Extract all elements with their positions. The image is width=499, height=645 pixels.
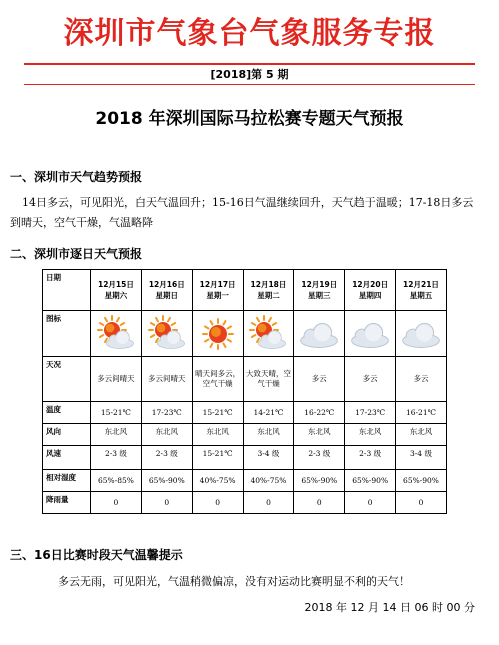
date-label: 12月18日 (250, 280, 287, 289)
table-row-wind-force (43, 446, 447, 470)
humidity-cell: 65%-90% (345, 470, 396, 492)
weather-cell: 多云间晴天 (141, 357, 192, 402)
table-row-icon (43, 311, 447, 357)
masthead-divider (24, 63, 475, 65)
issue-number: [2018]第 5 期 (210, 68, 289, 81)
temp-cell: 15-21℃ (192, 402, 243, 424)
masthead-title: 深圳市气象台气象服务专报 (63, 16, 436, 51)
weather-cell: 多云 (294, 357, 345, 402)
date-cell (345, 270, 396, 311)
row-label-temp: 温度 (43, 402, 91, 424)
sun-icon (196, 315, 240, 353)
wind-dir-cell: 东北风 (294, 424, 345, 446)
weather-icon-cell (396, 311, 447, 357)
rain-cell: 0 (345, 492, 396, 514)
weather-icon-cell (294, 311, 345, 357)
humidity-cell: 65%-90% (396, 470, 447, 492)
report-title: 2018 年深圳国际马拉松赛专题天气预报 (95, 109, 404, 129)
date-label: 12月15日 (97, 280, 134, 289)
weather-cell: 多云 (345, 357, 396, 402)
trend-text: 14日多云，可见阳光，白天气温回升；15-16日气温继续回升，天气趋于温暖；17-18日多云到晴天，空气干燥，气温略降 (10, 196, 474, 229)
humidity-cell: 65%-90% (141, 470, 192, 492)
row-label-weather: 天况 (43, 357, 91, 402)
weather-cell: 多云 (396, 357, 447, 402)
row-label-icon: 图标 (43, 311, 91, 357)
temp-cell: 16-22℃ (294, 402, 345, 424)
table-row-wind-dir (43, 424, 447, 446)
section-heading-tips: 三、16日比赛时段天气温馨提示 (10, 548, 183, 562)
weekday-label: 星期五 (409, 291, 433, 300)
row-label-date: 日期 (43, 270, 91, 311)
rain-cell: 0 (141, 492, 192, 514)
date-label: 12月19日 (301, 280, 338, 289)
weather-cell: 大致天晴，空气干燥 (243, 357, 294, 402)
temp-cell: 17-23℃ (345, 402, 396, 424)
weather-icon-cell (141, 311, 192, 357)
wind-force-cell: 15-21℃ (192, 446, 243, 470)
temp-cell: 14-21℃ (243, 402, 294, 424)
wind-dir-cell: 东北风 (396, 424, 447, 446)
date-label: 12月20日 (352, 280, 389, 289)
date-cell (141, 270, 192, 311)
date-label: 12月17日 (199, 280, 236, 289)
wind-dir-cell: 东北风 (91, 424, 142, 446)
date-cell (91, 270, 142, 311)
sun-cloud-icon (246, 315, 290, 353)
table-row-humidity (43, 470, 447, 492)
wind-dir-cell: 东北风 (141, 424, 192, 446)
wind-force-cell: 3-4 级 (243, 446, 294, 470)
humidity-cell: 40%-75% (243, 470, 294, 492)
date-cell (243, 270, 294, 311)
rain-cell: 0 (192, 492, 243, 514)
humidity-cell: 65%-90% (294, 470, 345, 492)
table-row-date (43, 270, 447, 311)
date-label: 12月21日 (403, 280, 439, 289)
weather-icon-cell (91, 311, 142, 357)
wind-force-cell: 2-3 级 (345, 446, 396, 470)
cloud-icon (297, 315, 341, 353)
section-heading-daily: 二、深圳市逐日天气预报 (10, 247, 143, 261)
row-label-rain: 降雨量 (43, 492, 91, 514)
date-cell (396, 270, 447, 311)
weather-cell: 晴天间多云，空气干燥 (192, 357, 243, 402)
issue-divider (24, 84, 475, 85)
row-label-humidity: 相对湿度 (43, 470, 91, 492)
rain-cell: 0 (294, 492, 345, 514)
temp-cell: 16-21℃ (396, 402, 447, 424)
rain-cell: 0 (396, 492, 447, 514)
cloud-icon (348, 315, 392, 353)
issue-dateline: 2018 年 12 月 14 日 06 时 00 分 (304, 601, 475, 614)
weekday-label: 星期日 (155, 291, 179, 300)
weather-cell: 多云间晴天 (91, 357, 142, 402)
table-row-temp (43, 402, 447, 424)
weather-icon-cell (192, 311, 243, 357)
row-label-wind-force: 风速 (43, 446, 91, 470)
table-row-weather (43, 357, 447, 402)
weather-icon-cell (345, 311, 396, 357)
wind-force-cell: 2-3 级 (294, 446, 345, 470)
weekday-label: 星期二 (257, 291, 280, 300)
cloud-icon (399, 315, 443, 353)
section-heading-trend: 一、深圳市天气趋势预报 (10, 170, 143, 184)
wind-force-cell: 2-3 级 (141, 446, 192, 470)
weekday-label: 星期三 (308, 291, 331, 300)
humidity-cell: 65%-85% (91, 470, 142, 492)
trend-paragraph (10, 193, 480, 233)
sun-cloud-icon (145, 315, 189, 353)
date-cell (294, 270, 345, 311)
row-label-wind-dir: 风向 (43, 424, 91, 446)
rain-cell: 0 (91, 492, 142, 514)
wind-dir-cell: 东北风 (345, 424, 396, 446)
sun-cloud-icon (94, 315, 138, 353)
date-label: 12月16日 (148, 280, 185, 289)
temp-cell: 17-23℃ (141, 402, 192, 424)
rain-cell: 0 (243, 492, 294, 514)
daily-forecast-table (42, 269, 447, 514)
humidity-cell: 40%-75% (192, 470, 243, 492)
date-cell (192, 270, 243, 311)
wind-dir-cell: 东北风 (192, 424, 243, 446)
wind-force-cell: 2-3 级 (91, 446, 142, 470)
wind-force-cell: 3-4 级 (396, 446, 447, 470)
tips-text: 多云无雨，可见阳光，气温稍微偏凉，没有对运动比赛明显不利的天气！ (58, 575, 410, 588)
wind-dir-cell: 东北风 (243, 424, 294, 446)
temp-cell: 15-21℃ (91, 402, 142, 424)
weekday-label: 星期六 (104, 291, 128, 300)
weekday-label: 星期四 (358, 291, 382, 300)
weather-icon-cell (243, 311, 294, 357)
weekday-label: 星期一 (206, 291, 229, 300)
table-row-rain (43, 492, 447, 514)
